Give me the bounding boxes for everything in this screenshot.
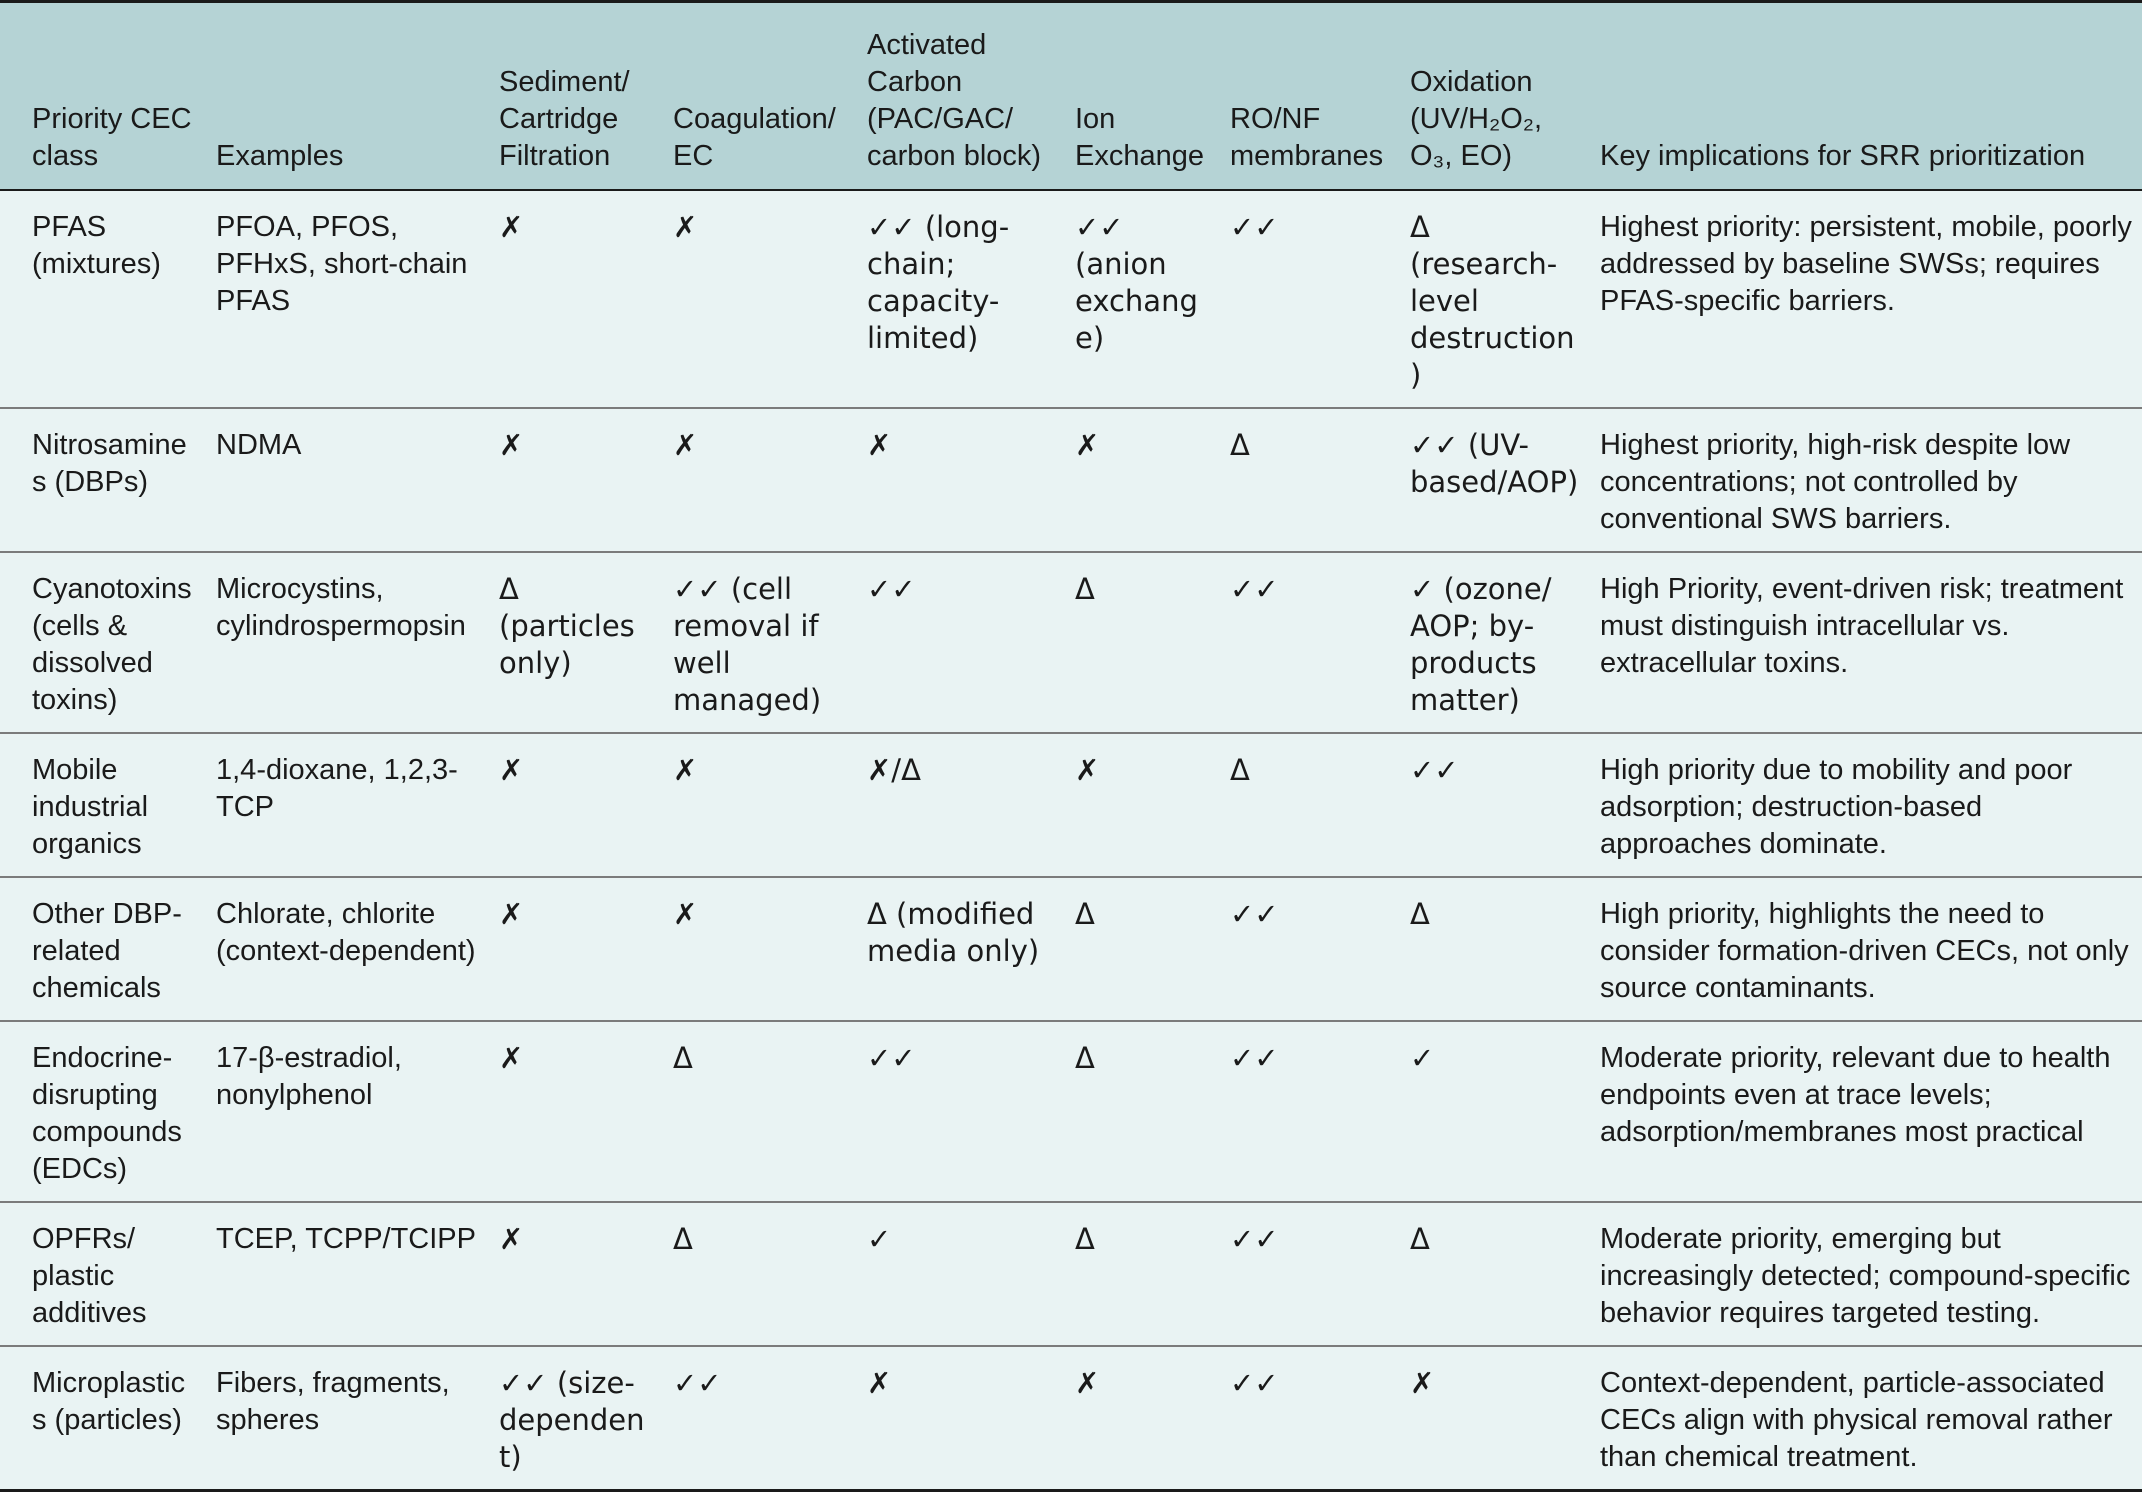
table-header-row xyxy=(0,2,2142,191)
cell-sediment: ✗ xyxy=(489,408,663,552)
col-header-sediment: Sediment/ Cartridge Filtration xyxy=(489,2,663,191)
cell-implications: Context-dependent, particle-associated CECs align with physical removal rather than chemical treatment. xyxy=(1590,1346,2142,1491)
cell-ro-nf: ✓✓ xyxy=(1220,1021,1400,1202)
cell-oxidation: Δ xyxy=(1400,1202,1590,1346)
cell-ro-nf: Δ xyxy=(1220,408,1400,552)
table-row xyxy=(0,1202,2142,1346)
cell-class: Endocrine-disrupting compounds (EDCs) xyxy=(0,1021,206,1202)
cell-examples: TCEP, TCPP/TCIPP xyxy=(206,1202,489,1346)
cell-coagulation: Δ xyxy=(663,1021,857,1202)
col-header-ion-exchange: Ion Exchange xyxy=(1065,2,1220,191)
cell-oxidation: ✓ xyxy=(1400,1021,1590,1202)
cell-ro-nf: ✓✓ xyxy=(1220,877,1400,1021)
cell-implications: High priority due to mobility and poor adsorption; destruction-based approaches dominate. xyxy=(1590,733,2142,877)
cell-ion-exchange: Δ xyxy=(1065,1021,1220,1202)
cell-sediment: Δ (particles only) xyxy=(489,552,663,733)
cell-sediment: ✗ xyxy=(489,733,663,877)
col-header-coagulation: Coagulation/ EC xyxy=(663,2,857,191)
cell-oxidation: ✓✓ xyxy=(1400,733,1590,877)
table-row xyxy=(0,1346,2142,1491)
cell-coagulation: ✓✓ (cell removal if well managed) xyxy=(663,552,857,733)
cell-sediment: ✗ xyxy=(489,1021,663,1202)
cell-sediment: ✗ xyxy=(489,190,663,408)
table-row xyxy=(0,733,2142,877)
cell-examples: NDMA xyxy=(206,408,489,552)
cell-examples: Microcystins, cylindrospermopsin xyxy=(206,552,489,733)
cell-carbon: Δ (modified media only) xyxy=(857,877,1065,1021)
cell-ro-nf: ✓✓ xyxy=(1220,1202,1400,1346)
cell-examples: Chlorate, chlorite (context-dependent) xyxy=(206,877,489,1021)
cell-class: Other DBP-related chemicals xyxy=(0,877,206,1021)
table-row xyxy=(0,1021,2142,1202)
cell-ion-exchange: ✗ xyxy=(1065,733,1220,877)
col-header-ro-nf: RO/NF membranes xyxy=(1220,2,1400,191)
cell-oxidation: ✓✓ (UV-based/AOP) xyxy=(1400,408,1590,552)
cell-ion-exchange: ✗ xyxy=(1065,1346,1220,1491)
cell-examples: PFOA, PFOS, PFHxS, short-chain PFAS xyxy=(206,190,489,408)
cell-coagulation: ✗ xyxy=(663,877,857,1021)
cell-coagulation: ✗ xyxy=(663,408,857,552)
table-row xyxy=(0,877,2142,1021)
cell-carbon: ✗ xyxy=(857,408,1065,552)
cell-class: OPFRs/ plastic additives xyxy=(0,1202,206,1346)
cell-coagulation: ✗ xyxy=(663,190,857,408)
col-header-class: Priority CEC class xyxy=(0,2,206,191)
cell-oxidation: Δ xyxy=(1400,877,1590,1021)
cell-examples: Fibers, fragments, spheres xyxy=(206,1346,489,1491)
cell-sediment: ✗ xyxy=(489,877,663,1021)
cell-class: Mobile industrial organics xyxy=(0,733,206,877)
cell-class: Microplastics (particles) xyxy=(0,1346,206,1491)
col-header-implications: Key implications for SRR prioritization xyxy=(1590,2,2142,191)
cell-implications: Highest priority: persistent, mobile, poorly addressed by baseline SWSs; requires PFAS-specific barriers. xyxy=(1590,190,2142,408)
cell-implications: Moderate priority, emerging but increasingly detected; compound-specific behavior requires targeted testing. xyxy=(1590,1202,2142,1346)
cell-class: PFAS (mixtures) xyxy=(0,190,206,408)
table-row xyxy=(0,190,2142,408)
cell-coagulation: ✗ xyxy=(663,733,857,877)
col-header-carbon: Activated Carbon (PAC/GAC/ carbon block) xyxy=(857,2,1065,191)
cell-class: Nitrosamines (DBPs) xyxy=(0,408,206,552)
cell-oxidation: Δ (research-level destruction) xyxy=(1400,190,1590,408)
cell-carbon: ✗ xyxy=(857,1346,1065,1491)
cell-class: Cyanotoxins (cells & dissolved toxins) xyxy=(0,552,206,733)
cell-ro-nf: ✓✓ xyxy=(1220,1346,1400,1491)
cell-oxidation: ✗ xyxy=(1400,1346,1590,1491)
cell-implications: Highest priority, high-risk despite low concentrations; not controlled by conventional SWS barriers. xyxy=(1590,408,2142,552)
cell-carbon: ✓✓ (long-chain; capacity-limited) xyxy=(857,190,1065,408)
cell-ion-exchange: Δ xyxy=(1065,877,1220,1021)
cell-ro-nf: ✓✓ xyxy=(1220,552,1400,733)
cell-sediment: ✗ xyxy=(489,1202,663,1346)
col-header-examples: Examples xyxy=(206,2,489,191)
cell-oxidation: ✓ (ozone/ AOP; by-products matter) xyxy=(1400,552,1590,733)
cell-ion-exchange: Δ xyxy=(1065,1202,1220,1346)
cell-carbon: ✓✓ xyxy=(857,1021,1065,1202)
cell-examples: 17-β-estradiol, nonylphenol xyxy=(206,1021,489,1202)
cell-implications: Moderate priority, relevant due to health endpoints even at trace levels; adsorption/membranes most practical xyxy=(1590,1021,2142,1202)
cell-ion-exchange: Δ xyxy=(1065,552,1220,733)
cell-examples: 1,4-dioxane, 1,2,3-TCP xyxy=(206,733,489,877)
cell-carbon: ✓✓ xyxy=(857,552,1065,733)
cell-ro-nf: ✓✓ xyxy=(1220,190,1400,408)
table-row xyxy=(0,552,2142,733)
col-header-oxidation: Oxidation (UV/H₂O₂, O₃, EO) xyxy=(1400,2,1590,191)
cell-ion-exchange: ✓✓ (anion exchange) xyxy=(1065,190,1220,408)
cell-implications: High Priority, event-driven risk; treatment must distinguish intracellular vs. extracellular toxins. xyxy=(1590,552,2142,733)
cell-carbon: ✓ xyxy=(857,1202,1065,1346)
cell-ro-nf: Δ xyxy=(1220,733,1400,877)
cell-ion-exchange: ✗ xyxy=(1065,408,1220,552)
cell-sediment: ✓✓ (size-dependent) xyxy=(489,1346,663,1491)
cell-carbon: ✗/Δ xyxy=(857,733,1065,877)
cell-coagulation: Δ xyxy=(663,1202,857,1346)
cell-implications: High priority, highlights the need to consider formation-driven CECs, not only source contaminants. xyxy=(1590,877,2142,1021)
table-row xyxy=(0,408,2142,552)
cell-coagulation: ✓✓ xyxy=(663,1346,857,1491)
